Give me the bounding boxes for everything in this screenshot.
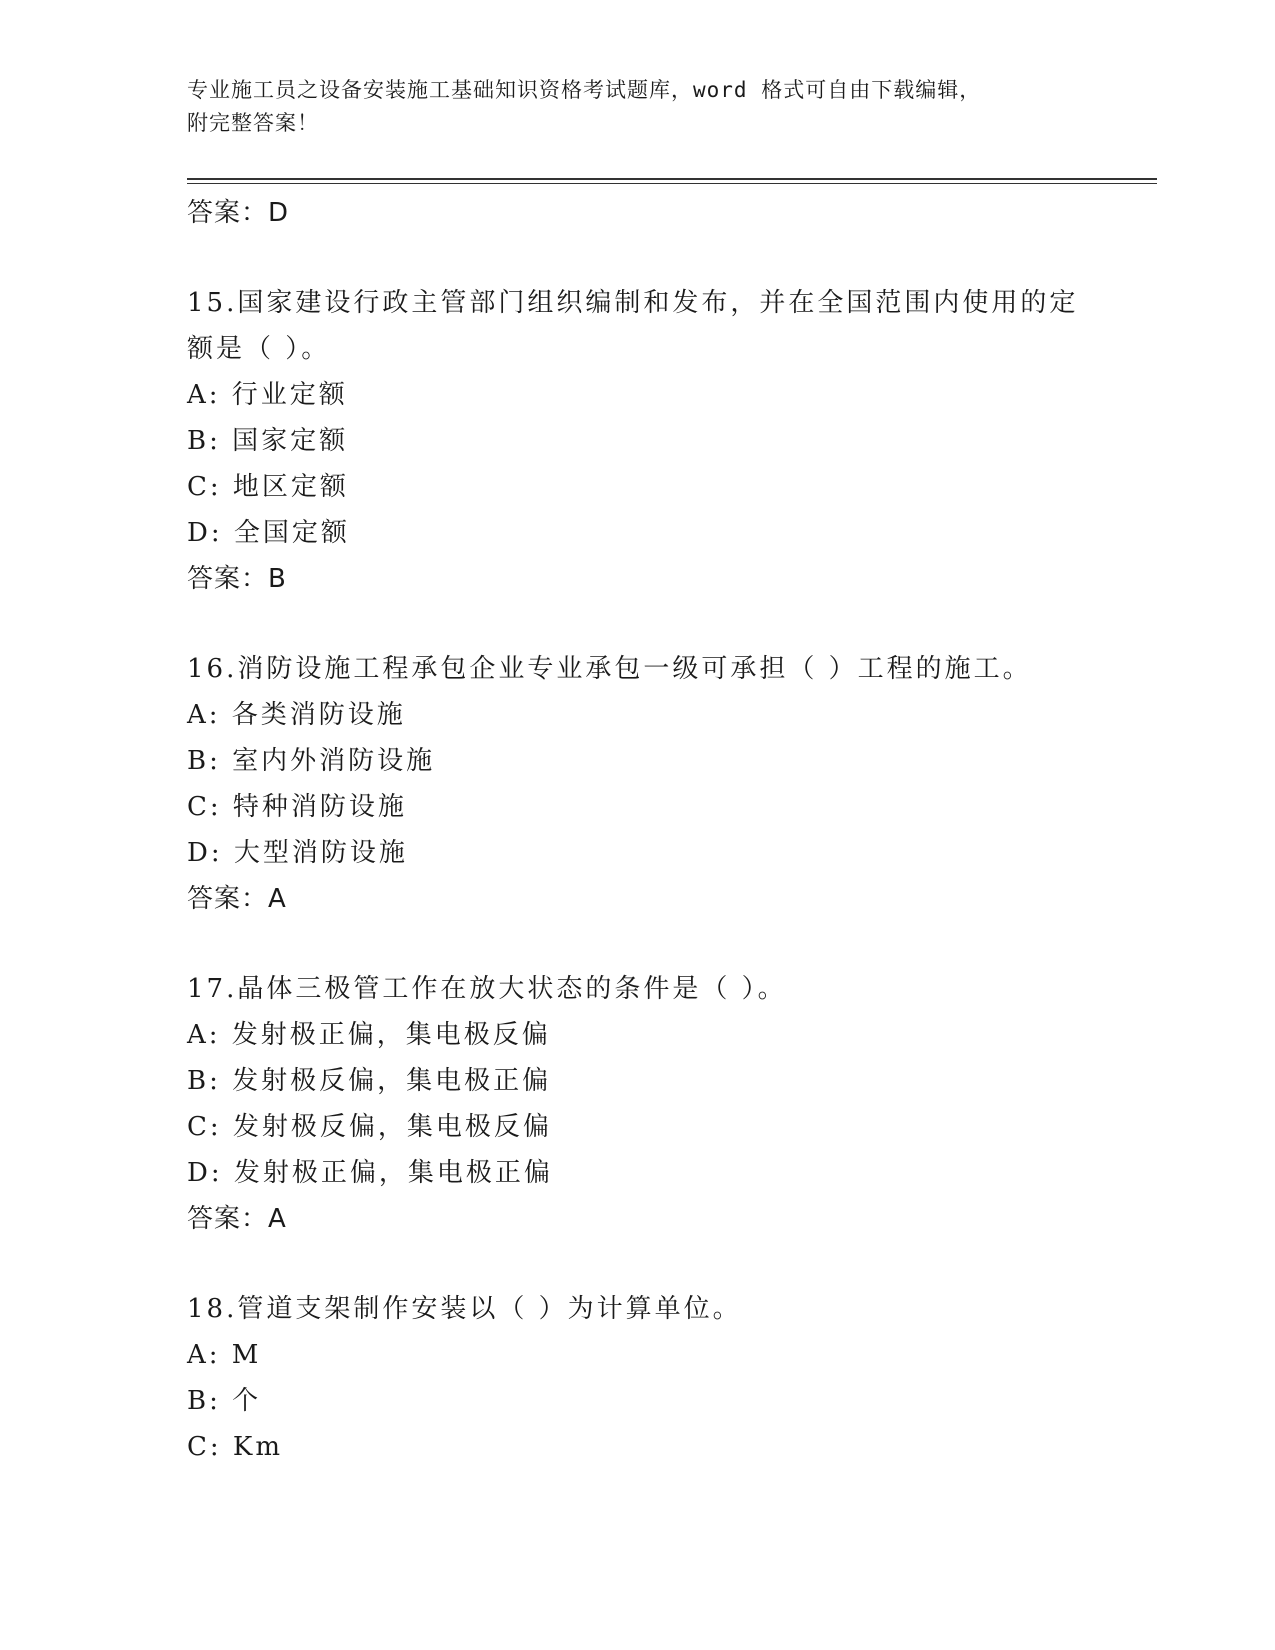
option-b: B: 发射极反偏，集电极正偏 <box>187 1066 552 1096</box>
header-line-1: 专业施工员之设备安装施工基础知识资格考试题库，word 格式可自由下载编辑， <box>187 78 982 102</box>
option-d: D: 全国定额 <box>187 518 350 548</box>
question-16 <box>187 646 1167 922</box>
answer: 答案：A <box>187 884 287 914</box>
option-c: C: 特种消防设施 <box>187 792 407 822</box>
option-b: B: 国家定额 <box>187 426 349 456</box>
option-a: A: 行业定额 <box>187 380 348 410</box>
header-divider-thin <box>187 183 1157 184</box>
question-stem: 16.消防设施工程承包企业专业承包一级可承担（ ）工程的施工。 <box>187 654 1032 684</box>
header-divider <box>187 178 1157 180</box>
option-c: C: 地区定额 <box>187 472 349 502</box>
option-d: D: 发射极正偏，集电极正偏 <box>187 1158 553 1188</box>
option-b: B: 个 <box>187 1386 262 1416</box>
spacer <box>187 236 1167 280</box>
question-stem: 15.国家建设行政主管部门组织编制和发布，并在全国范围内使用的定 <box>187 288 1079 318</box>
question-list <box>187 190 1167 1470</box>
spacer <box>187 602 1167 646</box>
question-stem: 18.管道支架制作安装以（ ）为计算单位。 <box>187 1294 742 1324</box>
option-c: C: 发射极反偏，集电极反偏 <box>187 1112 552 1142</box>
question-17 <box>187 966 1167 1242</box>
header-line-2: 附完整答案！ <box>187 111 319 135</box>
question-15 <box>187 280 1167 602</box>
answer: 答案：A <box>187 1204 287 1234</box>
previous-answer: 答案：D <box>187 198 290 228</box>
option-a: A: 发射极正偏，集电极反偏 <box>187 1020 551 1050</box>
spacer <box>187 922 1167 966</box>
option-c: C: Km <box>187 1432 283 1462</box>
answer: 答案：B <box>187 564 287 594</box>
document-header <box>187 74 1087 140</box>
spacer <box>187 1242 1167 1286</box>
question-18 <box>187 1286 1167 1470</box>
option-b: B: 室内外消防设施 <box>187 746 436 776</box>
option-d: D: 大型消防设施 <box>187 838 408 868</box>
option-a: A: M <box>187 1340 262 1370</box>
question-stem: 额是（ ）。 <box>187 334 331 364</box>
question-stem: 17.晶体三极管工作在放大状态的条件是（ ）。 <box>187 974 787 1004</box>
option-a: A: 各类消防设施 <box>187 700 406 730</box>
